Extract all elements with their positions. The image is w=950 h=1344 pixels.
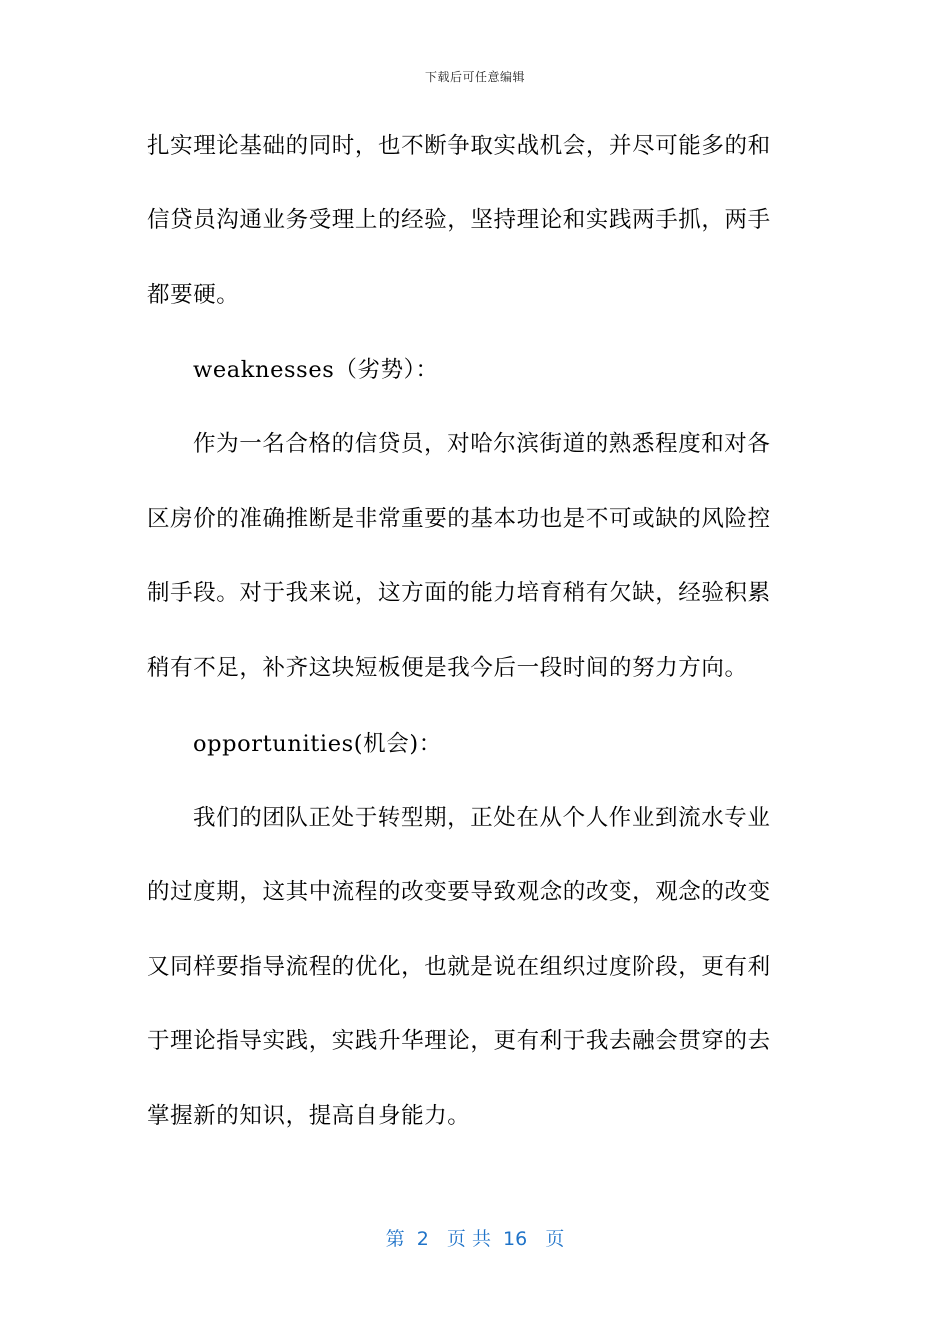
body-line-7: 制手段。对于我来说，这方面的能力培育稍有欠缺，经验积累 bbox=[147, 580, 771, 606]
body-line-10: 我们的团队正处于转型期，正处在从个人作业到流水专业 bbox=[193, 805, 771, 831]
body-line-3: 都要硬。 bbox=[147, 282, 240, 308]
body-line-5: 作为一名合格的信贷员，对哈尔滨街道的熟悉程度和对各 bbox=[193, 431, 771, 457]
section-heading-opportunities: opportunities(机会)： bbox=[193, 731, 442, 757]
body-line-12: 又同样要指导流程的优化，也就是说在组织过度阶段，更有利 bbox=[147, 954, 771, 980]
body-line-11: 的过度期，这其中流程的改变要导致观念的改变，观念的改变 bbox=[147, 879, 771, 905]
body-line-13: 于理论指导实践，实践升华理论，更有利于我去融会贯穿的去 bbox=[147, 1028, 771, 1054]
body-line-14: 掌握新的知识，提高自身能力。 bbox=[147, 1103, 471, 1129]
body-line-8: 稍有不足，补齐这块短板便是我今后一段时间的努力方向。 bbox=[147, 655, 748, 681]
page-footer-page-number: 第 2 页 共 16 页 bbox=[385, 1228, 565, 1250]
body-line-2: 信贷员沟通业务受理上的经验，坚持理论和实践两手抓，两手 bbox=[147, 207, 771, 233]
section-heading-weaknesses: weaknesses（劣势）： bbox=[193, 357, 439, 383]
body-line-6: 区房价的准确推断是非常重要的基本功也是不可或缺的风险控 bbox=[147, 506, 771, 532]
page-header-note: 下载后可任意编辑 bbox=[424, 70, 525, 84]
body-line-1: 扎实理论基础的同时，也不断争取实战机会，并尽可能多的和 bbox=[147, 133, 771, 159]
